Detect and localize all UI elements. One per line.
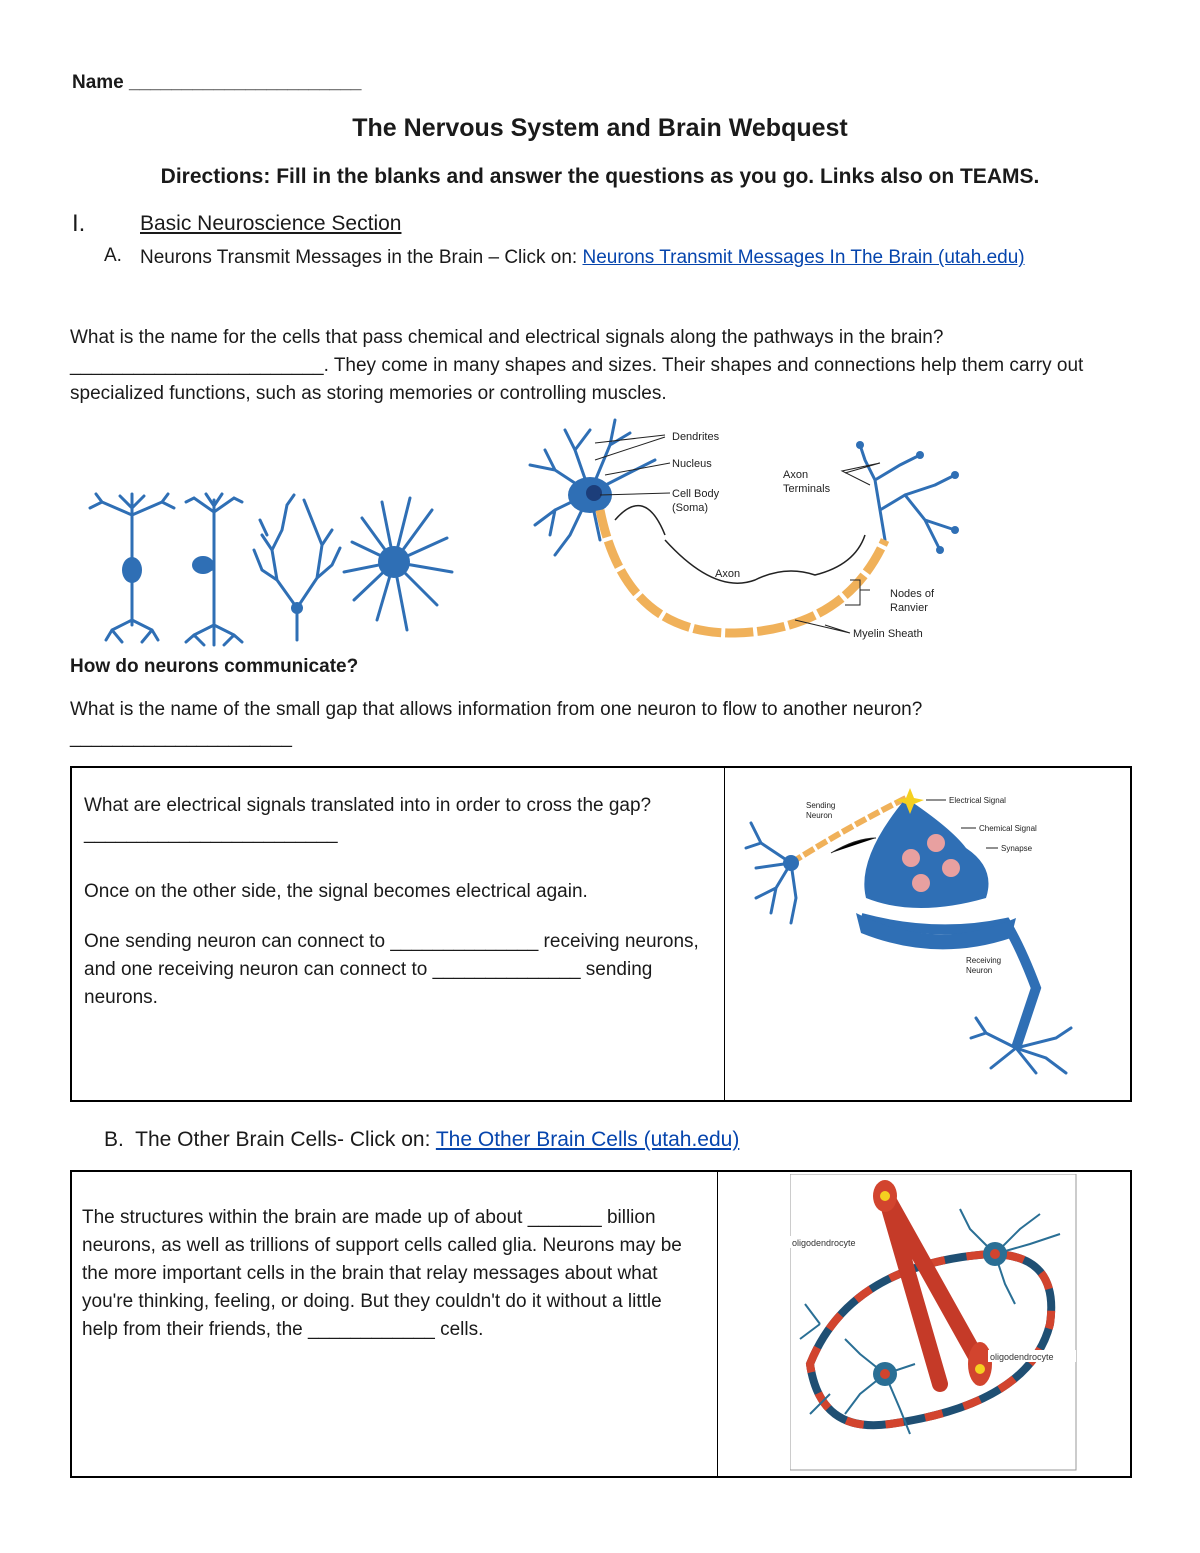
item-a-text: Neurons Transmit Messages in the Brain – Click on: (140, 247, 583, 268)
glia-table (70, 1170, 1132, 1478)
question-chemical-signal: What are electrical signals translated into in order to cross the gap? ________________________ (84, 795, 652, 844)
item-a-letter: A. (104, 245, 122, 266)
label-electrical-signal: Electrical Signal (949, 796, 1006, 805)
question-glia: The structures within the brain are made up of about _______ billion neurons, as well as trillions of support cells called glia. Neurons may be the more important cells in the brain that relay messages about what you're thinking, feeling, or doing. But they couldn't do it without a little help from their friends, the ____________ cells. (82, 1207, 682, 1340)
label-soma: (Soma) (672, 502, 709, 514)
label-dendrites: Dendrites (672, 431, 720, 443)
item-a (140, 245, 1070, 271)
heading-communicate: How do neurons communicate? (70, 656, 359, 677)
question-synapse-gap: What is the name of the small gap that allows information from one neuron to flow to another neuron? _____________________ (70, 699, 923, 748)
name-field[interactable]: Name ______________________ (72, 72, 362, 93)
label-sending-1: Sending (806, 801, 836, 810)
label-receiving-2: Neuron (966, 966, 993, 975)
synapse-table (70, 766, 1132, 1102)
question-connections: One sending neuron can connect to ______________ receiving neurons, and one receiving neuron can connect to ______________ sending neurons. (84, 931, 699, 1008)
label-oligodendrocyte-1: oligodendrocyte (792, 1238, 856, 1248)
glia-diagram (790, 1174, 1078, 1472)
table-divider (717, 1172, 718, 1476)
label-oligodendrocyte-2: oligodendrocyte (990, 1352, 1054, 1362)
label-nodes-2: Ranvier (890, 602, 928, 614)
directions: Directions: Fill in the blanks and answer the questions as you go. Links also on TEAMS. (160, 165, 1040, 188)
label-axon: Axon (715, 568, 741, 580)
section-numeral: I. (72, 210, 86, 237)
label-cell-body: Cell Body (672, 488, 720, 500)
label-axon-terminals-2: Terminals (783, 483, 831, 495)
page-title: The Nervous System and Brain Webquest (352, 114, 848, 142)
label-nucleus: Nucleus (672, 458, 712, 470)
question-neurons: What is the name for the cells that pass chemical and electrical signals along the pathways in the brain? ________________________. They come in many shapes and sizes. Their shapes and connections help them carry out specialized functions, such as storing memories or controlling muscles. (70, 327, 1084, 404)
label-chemical-signal: Chemical Signal (979, 824, 1037, 833)
label-myelin: Myelin Sheath (853, 628, 923, 640)
synapse-diagram (736, 788, 1116, 1088)
item-b (104, 1128, 739, 1152)
label-sending-2: Neuron (806, 811, 833, 820)
label-axon-terminals-1: Axon (783, 469, 809, 481)
table-divider (724, 768, 725, 1100)
item-b-letter: B. (104, 1128, 124, 1151)
item-b-text: The Other Brain Cells- Click on: (135, 1128, 436, 1151)
signal-electrical-again: Once on the other side, the signal becomes electrical again. (84, 881, 588, 902)
neuron-anatomy-diagram (515, 415, 965, 645)
other-brain-cells-link[interactable]: The Other Brain Cells (utah.edu) (435, 1128, 740, 1151)
neurons-link[interactable]: Neurons Transmit Messages In The Brain (utah.edu) (582, 247, 1025, 268)
label-receiving-1: Receiving (966, 956, 1002, 965)
neuron-types-illustration (82, 490, 472, 650)
section-title: Basic Neuroscience Section (140, 212, 402, 235)
label-synapse: Synapse (1001, 844, 1033, 853)
label-nodes-1: Nodes of (890, 588, 935, 600)
